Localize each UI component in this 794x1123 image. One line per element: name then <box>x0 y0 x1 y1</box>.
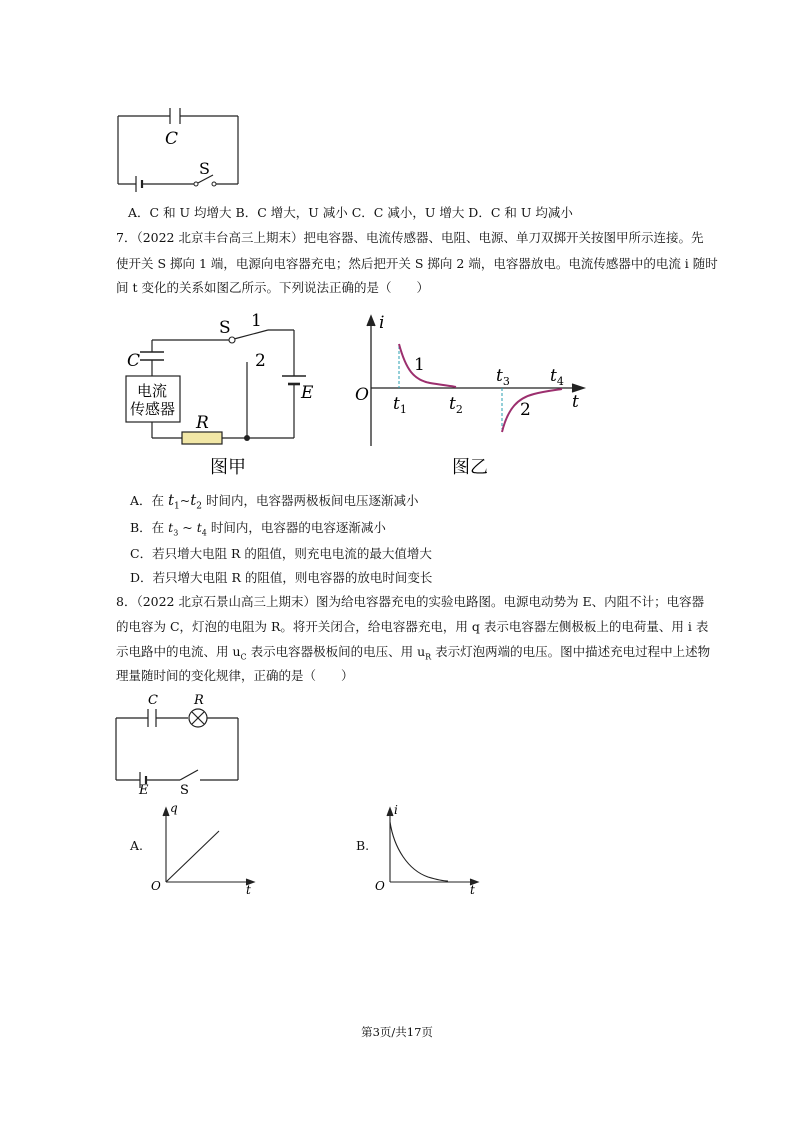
q7-yi-x-axis-label: t <box>572 392 579 412</box>
q7-yi-tick-t3: $t_3$ <box>496 366 510 388</box>
q8-circuit-diagram <box>108 690 248 798</box>
q7-jia-resistor-label: R <box>196 413 209 433</box>
q8-option-a-label: A. <box>130 838 144 853</box>
q7-yi-y-axis-label: i <box>379 313 385 333</box>
q8-emf-label: E <box>139 783 149 798</box>
q7-stem-line3: 间 t 变化的关系如图乙所示。下列说法正确的是（ ） <box>116 280 429 295</box>
q6-capacitor-label: C <box>165 129 179 149</box>
q7-stem-line2: 使开关 S 掷向 1 端，电源向电容器充电；然后把开关 S 掷向 2 端，电容器放电。电流传感器中的电流 i 随时 <box>116 256 718 271</box>
q8-stem-line2: 的电容为 C，灯泡的电阻为 R。将开关闭合，给电容器充电，用 q 表示电容器左侧极板上的电荷量、用 i 表 <box>116 619 709 634</box>
q7-yi-tick-t4: $t_4$ <box>550 366 564 388</box>
q8-graph-b-y-label: i <box>394 803 398 817</box>
q7-yi-caption: 图乙 <box>452 457 488 478</box>
q7-jia-caption: 图甲 <box>210 457 246 478</box>
q7-jia-switch-label: S <box>219 318 231 338</box>
q7-jia-emf-label: E <box>301 383 314 403</box>
q8-stem-line4: 理量随时间的变化规律，正确的是（ ） <box>116 668 354 683</box>
q7-jia-sensor-label-line2: 传感器 <box>130 400 176 418</box>
q7-option-a: A．在 $t_1\sim t_2$ 时间内，电容器两极板间电压逐渐减小 <box>130 491 419 512</box>
q8-graph-b-x-label: t <box>470 883 475 896</box>
q7-yi-tick-t1: $t_1$ <box>393 394 407 416</box>
q7-yi-curve2-label: 2 <box>520 400 531 420</box>
q6-options: A．C 和 U 均增大 B．C 增大，U 减小 C．C 减小，U 增大 D．C 和 U 均减小 <box>128 205 573 220</box>
q7-jia-terminal-2: 2 <box>255 351 266 371</box>
q7-yi-tick-t2: $t_2$ <box>449 394 463 416</box>
q8-graph-a-y-label: q <box>170 801 178 815</box>
q8-graph-a <box>148 800 260 896</box>
q6-switch-label: S <box>199 159 210 178</box>
q7-stem-line1: 7．（2022 北京丰台高三上期末）把电容器、电流传感器、电阻、电源、单刀双掷开关按图甲所示连接。先 <box>116 230 704 245</box>
q7-figure-yi <box>348 308 598 480</box>
q8-stem-line1: 8．（2022 北京石景山高三上期末）图为给电容器充电的实验电路图。电源电动势为 E、内阻不计；电容器 <box>116 594 705 609</box>
q7-jia-terminal-1: 1 <box>251 311 262 331</box>
q8-graph-b <box>372 800 484 896</box>
q8-lamp-label: R <box>194 693 204 708</box>
q8-capacitor-label: C <box>148 693 158 708</box>
page-footer: 第3页/共17页 <box>361 1025 433 1039</box>
q7-option-b: B．在 $t_3$ ~ $t_4$ 时间内，电容器的电容逐渐减小 <box>130 520 386 538</box>
q7-option-d: D．若只增大电阻 R 的阻值，则电容器的放电时间变长 <box>130 570 433 585</box>
q8-graph-a-origin: O <box>151 879 161 893</box>
q8-graph-a-x-label: t <box>246 883 251 896</box>
q7-jia-sensor-label-line1: 电流 <box>137 382 168 400</box>
q7-figure-jia <box>118 310 328 482</box>
q7-yi-origin-label: O <box>355 385 369 405</box>
q7-yi-curve1-label: 1 <box>414 355 425 375</box>
q8-stem-line3: 示电路中的电流、用 $u_C$ 表示电容器极板间的电压、用 $u_R$ 表示灯泡两端的电压。图中描述充电过程中上述物 <box>116 644 711 662</box>
q8-switch-label: S <box>180 783 189 798</box>
q7-jia-capacitor-label: C <box>127 351 141 371</box>
q8-option-b-label: B. <box>356 838 370 853</box>
q8-graph-b-origin: O <box>375 879 385 893</box>
q7-option-c: C．若只增大电阻 R 的阻值，则充电电流的最大值增大 <box>130 546 432 561</box>
q6-circuit-diagram <box>108 104 248 196</box>
